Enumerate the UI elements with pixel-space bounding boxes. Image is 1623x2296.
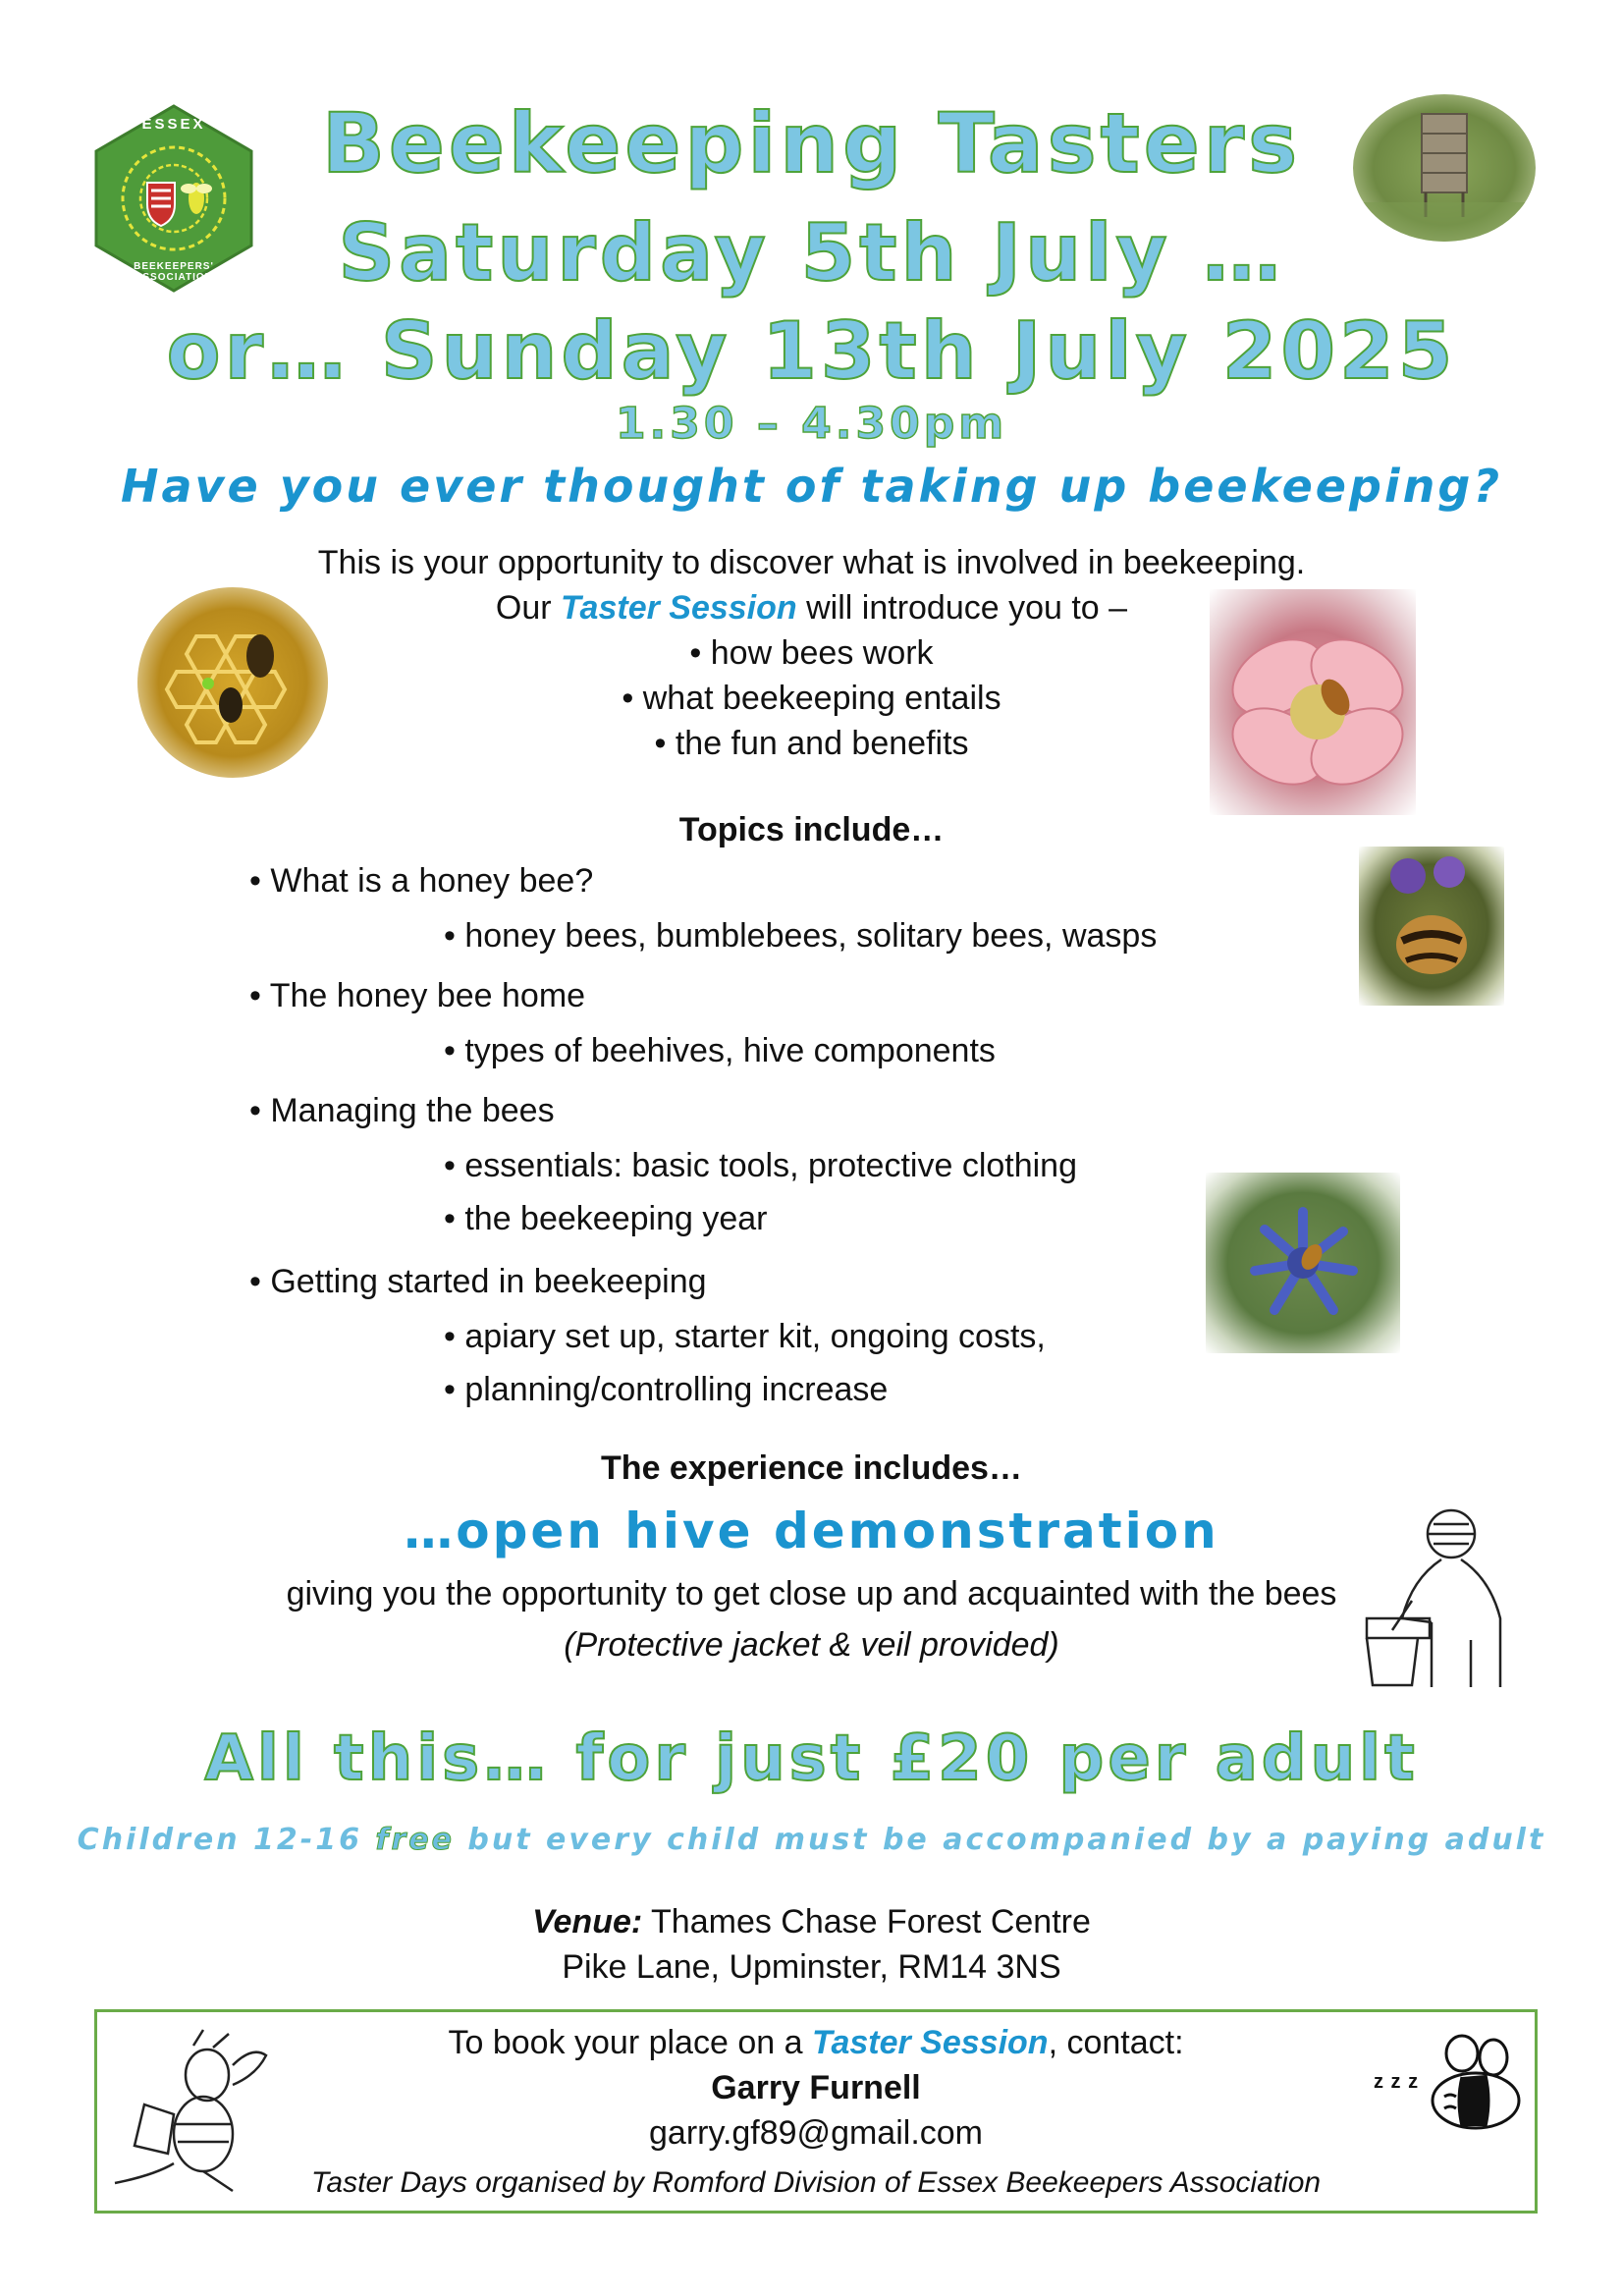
intro-bullet: • what beekeeping entails <box>622 680 1001 717</box>
zzz-text: z z z <box>1374 2071 1420 2093</box>
venue-label: Venue: <box>532 1903 643 1941</box>
topic-item: • What is a honey bee? <box>249 862 594 900</box>
topic-subitem: • planning/controlling increase <box>444 1371 889 1408</box>
reading-bee-icon <box>105 2026 272 2203</box>
protective-note: (Protective jacket & veil provided) <box>564 1626 1059 1664</box>
logo-bottom-text: BEEKEEPERS' ASSOCIATION <box>134 261 214 283</box>
beekeeper-illustration <box>1343 1503 1545 1707</box>
organiser-line: Taster Days organised by Romford Division of Essex Beekeepers Association <box>310 2166 1322 2199</box>
session-time: 1.30 – 4.30pm <box>615 399 1008 449</box>
topic-subitem: • the beekeeping year <box>444 1200 768 1237</box>
cornflower-icon <box>1206 1173 1400 1353</box>
booking-post: , contact: <box>1048 2024 1184 2061</box>
intro-line-1: This is your opportunity to discover what is involved in beekeeping. <box>317 544 1306 581</box>
booking-line <box>97 2020 1535 2065</box>
title-line-2: Saturday 5th July … <box>338 207 1285 299</box>
question-heading: Have you ever thought of taking up beekeeping? <box>120 460 1503 513</box>
pink-flower-icon <box>1210 589 1416 815</box>
children-note <box>0 1821 1623 1860</box>
intro-bullet: • the fun and benefits <box>654 725 969 762</box>
contact-email[interactable]: garry.gf89@gmail.com <box>649 2114 983 2152</box>
logo-top-text: ESSEX <box>141 116 206 133</box>
venue-line <box>0 1899 1623 1944</box>
price-headline: All this… for just £20 per adult <box>204 1722 1419 1795</box>
pink-flower-photo <box>1210 589 1416 815</box>
topic-subitem: • types of beehives, hive components <box>444 1032 996 1069</box>
booking-box <box>94 2009 1538 2214</box>
children-post: but every child must be accompanied by a paying adult <box>454 1823 1546 1857</box>
sleeping-bee-illustration <box>1374 2032 1531 2140</box>
experience-line: giving you the opportunity to get close up and acquainted with the bees <box>286 1575 1337 1613</box>
honeycomb-photo <box>137 587 328 778</box>
title-line-3: or… Sunday 13th July 2025 <box>166 305 1457 397</box>
topic-subitem: • honey bees, bumblebees, solitary bees, wasps <box>444 917 1158 955</box>
bumblebee-photo <box>1359 847 1504 1006</box>
booking-pre: To book your place on a <box>448 2024 812 2061</box>
open-hive-heading: …open hive demonstration <box>404 1503 1219 1559</box>
bumblebee-icon <box>1359 847 1504 1006</box>
intro-will-introduce: will introduce you to – <box>796 589 1128 627</box>
children-free: free <box>375 1823 455 1857</box>
experience-heading: The experience includes… <box>601 1449 1022 1487</box>
sleeping-bee-icon <box>1423 2032 1531 2140</box>
children-pre: Children 12-16 <box>77 1823 376 1857</box>
intro-taster-session: Taster Session <box>561 589 797 627</box>
venue-address: Pike Lane, Upminster, RM14 3NS <box>562 1948 1061 1986</box>
cornflower-photo <box>1206 1173 1400 1353</box>
booking-taster-session: Taster Session <box>811 2024 1049 2061</box>
topic-subitem: • apiary set up, starter kit, ongoing costs, <box>444 1318 1046 1355</box>
title-line-1: Beekeeping Tasters <box>321 95 1302 191</box>
topics-heading: Topics include… <box>678 811 945 848</box>
reading-bee-illustration <box>105 2026 272 2203</box>
topic-subitem: • essentials: basic tools, protective clothing <box>444 1147 1078 1184</box>
venue-name: Thames Chase Forest Centre <box>642 1903 1091 1941</box>
topic-item: • Managing the bees <box>249 1092 555 1129</box>
topic-item: • The honey bee home <box>249 977 586 1014</box>
topic-item: • Getting started in beekeeping <box>249 1263 707 1300</box>
contact-name: Garry Furnell <box>711 2069 921 2106</box>
intro-bullet: • how bees work <box>689 634 934 672</box>
beekeeper-icon <box>1343 1503 1545 1707</box>
intro-our: Our <box>495 589 562 627</box>
honeycomb-icon <box>137 587 328 778</box>
